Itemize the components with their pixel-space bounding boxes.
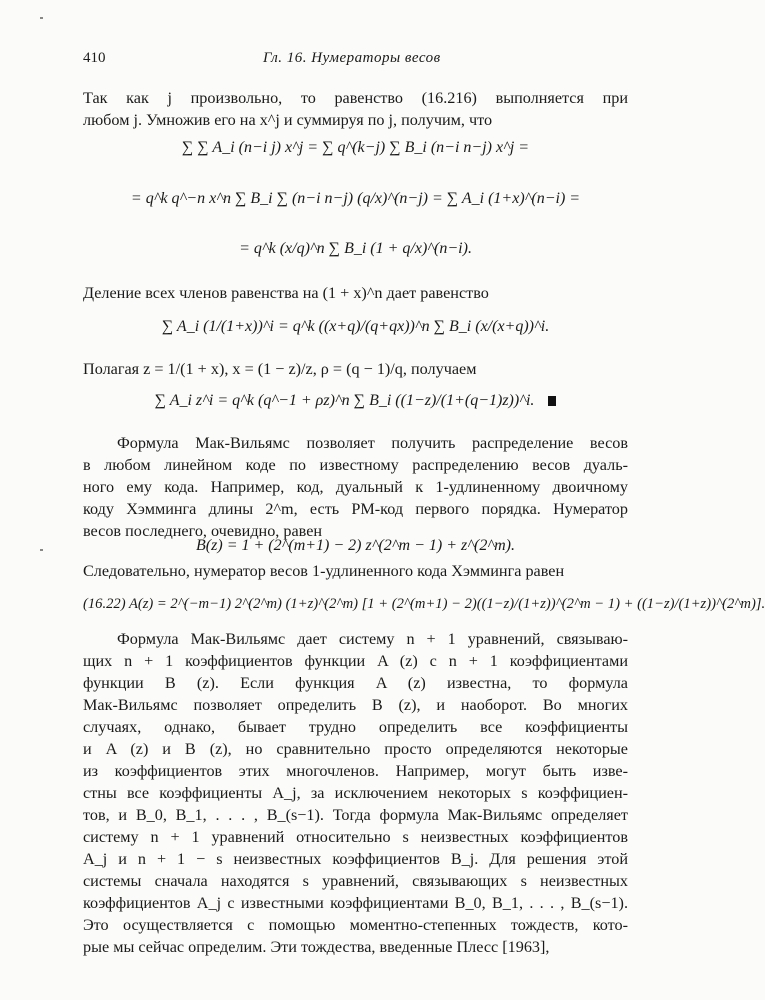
page-header	[83, 50, 628, 70]
text-line: весов последнего, очевидно, равен	[83, 522, 323, 540]
formula-2: = q^k q^−n x^n ∑ B_i ∑ (n−i n−j) (q/x)^(n−j) = ∑ A_i (1+x)^(n−i) =	[130, 190, 581, 207]
text-line: Следовательно, нумератор весов 1-удлиненного кода Хэмминга равен	[83, 562, 565, 580]
text-line: коэффициентов A_j с известными коэффициентами B_0, B_1, . . . , B_(s−1).	[83, 894, 628, 912]
text-line: из коэффициентов этих многочленов. Например, могут быть изве-	[83, 762, 628, 780]
text-line: Формула Мак-Вильямс дает систему n + 1 уравнений, связываю-	[117, 630, 628, 648]
text-line: системы сначала находятся s уравнений, связывающих s неизвестных	[83, 872, 628, 890]
division-line	[83, 282, 628, 304]
text-line: и A (z) и B (z), но сравнительно просто определяются некоторые	[83, 740, 628, 758]
text-line: любом j. Умножив его на x^j и суммируя по j, получим, что	[83, 111, 493, 129]
text-line: случаях, однако, бывает трудно определить все коэффициенты	[83, 718, 628, 736]
text-line: стны все коэффициенты A_j, за исключением некоторых s коэффициен-	[83, 784, 628, 802]
text-line: коду Хэмминга длины 2^m, есть РМ-код первого порядка. Нумератор	[83, 500, 628, 518]
formula-16-22: (16.22) A(z) = 2^(−m−1) 2^(2^m) (1+z)^(2^m) [1 + (2^(m+1) − 2)((1−z)/(1+z))^(2^m − 1) + ((1−z)/(1+z))^(2^m)].	[83, 596, 765, 612]
text-line: Это осуществляется с помощью моментно-степенных тождеств, кото-	[83, 916, 628, 934]
paragraph-1	[83, 87, 628, 131]
text-line: тов, и B_0, B_1, . . . , B_(s−1). Тогда формула Мак-Вильямс определяет	[83, 806, 628, 824]
text-line: A_j и n + 1 − s неизвестных коэффициентов B_j. Для решения этой	[83, 850, 628, 868]
text-line: функции B (z). Если функция A (z) известна, то формула	[83, 674, 628, 692]
text-line: ного ему кода. Например, код, дуальный к 1-удлиненному двоичному	[83, 478, 628, 496]
paragraph-2	[83, 432, 628, 542]
qed-mark	[548, 396, 556, 406]
text-line: рые мы сейчас определим. Эти тождества, введенные Плесс [1963],	[83, 938, 550, 956]
formula-5	[83, 392, 628, 410]
formula-5-text: ∑ A_i z^i = q^k (q^−1 + ρz)^n ∑ B_i ((1−z)/(1+(q−1)z))^i.	[154, 392, 535, 409]
formula-1: ∑ ∑ A_i (n−i j) x^j = ∑ q^(k−j) ∑ B_i (n−i n−j) x^j =	[181, 139, 530, 156]
text-line: Мак-Вильямс позволяет определить B (z), и наоборот. Во многих	[83, 696, 628, 714]
formula-4: ∑ A_i (1/(1+x))^i = q^k ((x+q)/(q+qx))^n ∑ B_i (x/(x+q))^i.	[161, 318, 550, 335]
text-line: Деление всех членов равенства на (1 + x)^n дает равенство	[83, 284, 489, 302]
therefore-line	[83, 560, 628, 582]
text-line: Полагая z = 1/(1 + x), x = (1 − z)/z, ρ = (q − 1)/q, получаем	[83, 360, 477, 378]
page-number: 410	[83, 50, 106, 66]
paragraph-3	[83, 628, 628, 958]
text-line: щих n + 1 коэффициентов функции A (z) с n + 1 коэффициентами	[83, 652, 628, 670]
scan-speck	[40, 17, 43, 19]
scan-speck	[40, 549, 43, 551]
text-line: Формула Мак-Вильямс позволяет получить распределение весов	[117, 434, 628, 452]
substitution-line	[83, 358, 628, 380]
running-title: Гл. 16. Нумераторы весов	[263, 50, 441, 66]
text-line: Так как j произвольно, то равенство (16.216) выполняется при	[83, 89, 628, 107]
text-line: систему n + 1 уравнений относительно s неизвестных коэффициентов	[83, 828, 628, 846]
formula-3: = q^k (x/q)^n ∑ B_i (1 + q/x)^(n−i).	[239, 240, 472, 257]
formula-6: B(z) = 1 + (2^(m+1) − 2) z^(2^m − 1) + z^(2^m).	[196, 537, 515, 554]
text-line: в любом линейном коде по известному распределению весов дуаль-	[83, 456, 628, 474]
